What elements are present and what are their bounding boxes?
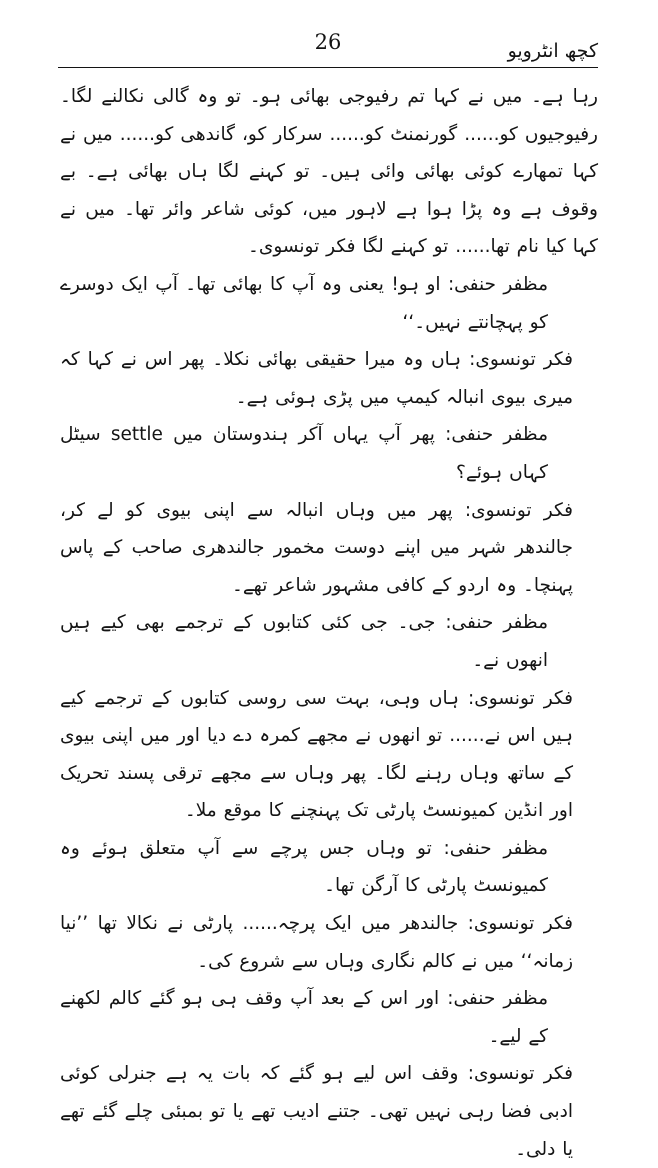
page-number: 26 <box>314 30 342 54</box>
speaker-label: مظفر حنفی: <box>447 273 549 295</box>
paragraph-text: رہا ہے۔ میں نے کہا تم رفیوجی بھائی ہو۔ تو وہ گالی نکالنے لگا۔ رفیوجیوں کو...... گورنمنٹ کو...... سرکار کو، گاندھی کو...... میں نے کہا تمھارے کوئی بھائی وائی ہیں۔ تو کہنے لگا ہاں بھائی ہے۔ بے وقوف ہے وہ پڑا ہوا ہے لاہور میں، کوئی شاعر وائر تھا۔ میں نے کہا کیا نام تھا...... تو کہنے لگا فکر تونسوی۔ <box>60 86 598 258</box>
speaker-label: مظفر حنفی: <box>447 988 548 1010</box>
paragraph <box>60 604 598 679</box>
paragraph <box>60 78 598 266</box>
page-header <box>58 28 598 72</box>
paragraph <box>60 980 598 1055</box>
speaker-label: مظفر حنفی: <box>443 837 548 859</box>
paragraph-text: جالندھر میں ایک پرچہ...... پارٹی نے نکالا تھا ’’نیا زمانہ‘‘ میں نے کالم نگاری وہاں سے شروع کی۔ <box>60 913 573 972</box>
paragraph-text: وقف اس لیے ہو گئے کہ بات یہ ہے جنرلی کوئی ادبی فضا رہی نہیں تھی۔ جتنے ادیب تھے یا تو بمبئی چلے گئے تھے یا دلی۔ <box>60 1063 573 1160</box>
paragraph <box>60 266 598 341</box>
speaker-label: فکر تونسوی: <box>469 349 573 371</box>
paragraph <box>60 830 598 905</box>
paragraph-text: پھر آپ یہاں آکر ہندوستان میں settle سیٹل کہاں ہوئے؟ <box>60 424 548 483</box>
paragraph-text: جی۔ جی کئی کتابوں کے ترجمے بھی کیے ہیں انھوں نے۔ <box>60 612 548 671</box>
paragraph-text: اور اس کے بعد آپ وقف ہی ہو گئے کالم لکھنے کے لیے۔ <box>60 988 548 1047</box>
paragraph-text: تو وہاں جس پرچے سے آپ متعلق ہوئے وہ کمیونسٹ پارٹی کا آرگن تھا۔ <box>60 837 548 897</box>
speaker-label: فکر تونسوی: <box>468 687 573 709</box>
paragraph-text: پھر میں وہاں انبالہ سے اپنی بیوی کو لے کر، جالندھر شہر میں اپنے دوست مخمور جالندھری صاحب کے پاس پہنچا۔ وہ اردو کے کافی مشہور شاعر تھے۔ <box>60 499 573 596</box>
running-title: کچھ انٹرویو <box>507 40 598 62</box>
paragraph <box>60 416 598 491</box>
paragraph <box>60 1055 598 1168</box>
speaker-label: مظفر حنفی: <box>445 612 548 634</box>
speaker-label: فکر تونسوی: <box>467 1063 573 1085</box>
paragraph-text: ہاں وہی، بہت سی روسی کتابوں کے ترجمے کیے ہیں اس نے...... تو انھوں نے مجھے کمرہ دے دیا اور میں اپنی بیوی کے ساتھ وہاں رہنے لگا۔ پھر وہاں سے مجھے ترقی پسند تحریک اور انڈین کمیونسٹ پارٹی تک پہنچنے کا موقع ملا۔ <box>60 687 573 822</box>
paragraph-text: او ہو! یعنی وہ آپ کا بھائی تھا۔ آپ ایک دوسرے کو پہچانتے نہیں۔‘‘ <box>60 273 548 333</box>
paragraph <box>60 905 598 980</box>
speaker-label: مظفر حنفی: <box>445 424 549 446</box>
paragraph-text: ہاں وہ میرا حقیقی بھائی نکلا۔ پھر اس نے کہا کہ میری بیوی انبالہ کیمپ میں پڑی ہوئی ہے۔ <box>60 349 573 408</box>
header-rule <box>58 67 598 68</box>
paragraph <box>60 341 598 416</box>
speaker-label: فکر تونسوی: <box>464 499 574 521</box>
speaker-label: فکر تونسوی: <box>467 913 573 935</box>
paragraph <box>60 680 598 830</box>
interview-text <box>60 78 598 1168</box>
paragraph <box>60 492 598 605</box>
